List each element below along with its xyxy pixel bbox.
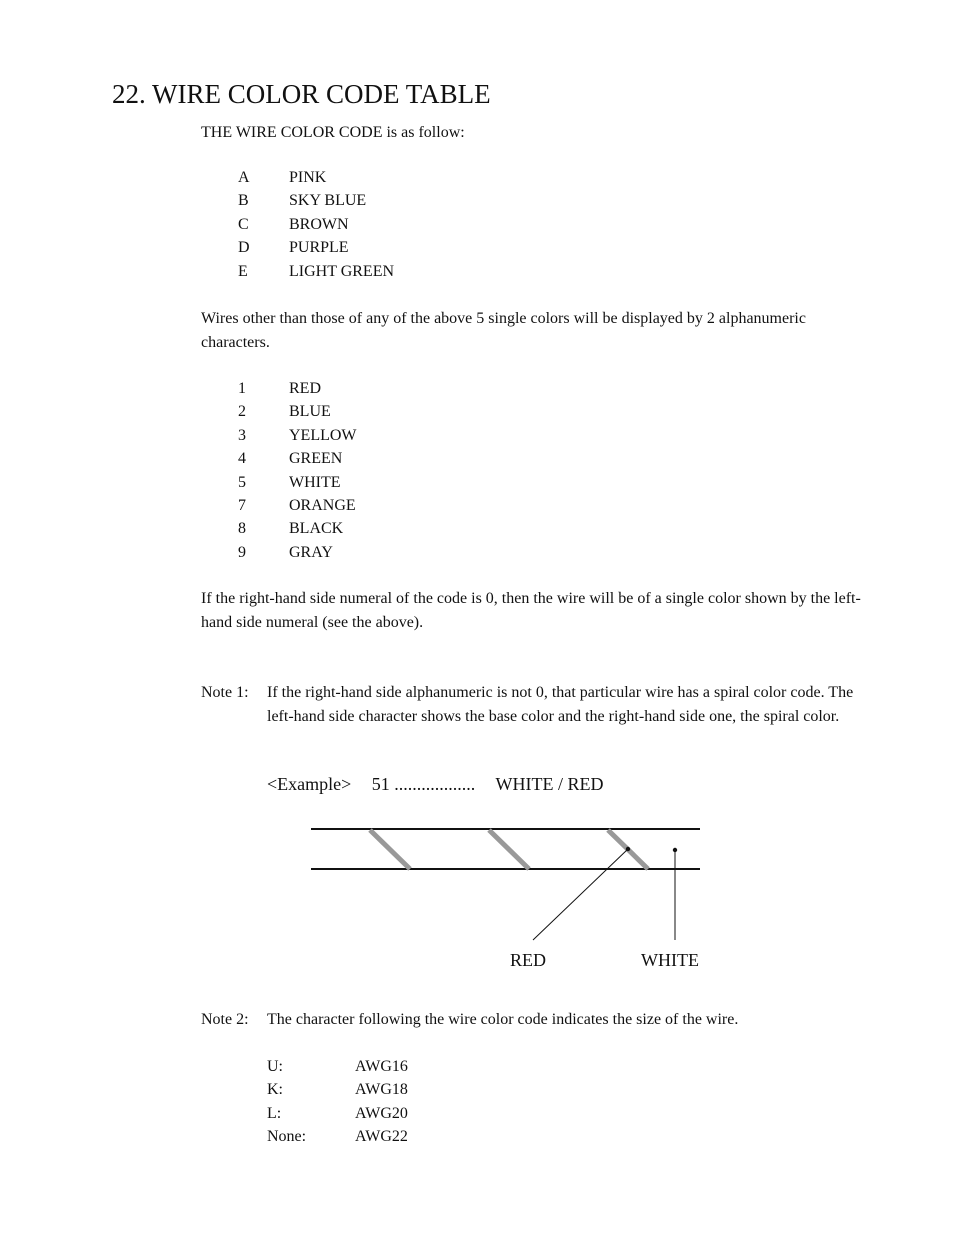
color-name: PINK [289, 169, 327, 186]
list-item [267, 1125, 408, 1148]
list-item [267, 1055, 408, 1078]
color-name: LIGHT GREEN [289, 262, 395, 280]
intro-text: THE WIRE COLOR CODE is as follow: [201, 124, 465, 141]
size-code: U: [267, 1058, 283, 1075]
size-value: AWG22 [355, 1128, 408, 1146]
example-code: 51 .................. [371, 774, 476, 794]
color-code: E [238, 262, 248, 280]
color-name: RED [289, 380, 321, 397]
list-item [267, 1078, 408, 1101]
spiral-stripe [489, 830, 529, 869]
page-title: 22. WIRE COLOR CODE TABLE [112, 79, 491, 109]
color-name: GREEN [289, 450, 343, 468]
spiral-color-label: RED [510, 950, 546, 970]
color-name: WHITE [289, 473, 341, 491]
color-code: B [238, 192, 249, 210]
color-code: 8 [238, 520, 246, 538]
size-value: AWG16 [355, 1058, 408, 1075]
color-name: ORANGE [289, 496, 356, 514]
base-color-label: WHITE [641, 950, 699, 970]
size-code: None: [267, 1128, 307, 1146]
color-name: PURPLE [289, 239, 349, 257]
color-name: BROWN [289, 215, 349, 233]
zero-rule-paragraph: If the right-hand side numeral of the code is 0, then the wire will be of a single color shown by the left-hand side numeral (see the above). [201, 590, 861, 631]
note1-text: If the right-hand side alphanumeric is not 0, that particular wire has a spiral color code. The left-hand side character shows the base color and the right-hand side one, the spiral color. [267, 684, 854, 725]
other-colors-paragraph: Wires other than those of any of the above 5 single colors will be displayed by 2 alphanumeric characters. [201, 310, 806, 351]
color-name: YELLOW [289, 426, 357, 444]
size-code: L: [267, 1104, 282, 1122]
color-code: 5 [238, 473, 246, 491]
color-code: D [238, 239, 250, 257]
color-name: BLACK [289, 520, 344, 538]
color-code: 4 [238, 450, 246, 468]
note2-label: Note 2: [201, 1011, 249, 1028]
color-code: A [238, 169, 250, 186]
note1-label: Note 1: [201, 684, 249, 701]
color-name: GRAY [289, 543, 333, 561]
wire-size-list [267, 1055, 408, 1149]
example-label: <Example> [267, 774, 352, 794]
color-code: C [238, 215, 249, 233]
color-name: BLUE [289, 403, 331, 421]
note2-text: The character following the wire color code indicates the size of the wire. [267, 1011, 739, 1028]
color-code: 3 [238, 426, 246, 444]
color-code: 9 [238, 543, 246, 561]
color-code: 1 [238, 380, 246, 397]
list-item [267, 1102, 408, 1125]
size-value: AWG18 [355, 1081, 408, 1099]
spiral-pointer-line [533, 849, 628, 940]
spiral-stripe [370, 830, 410, 869]
color-code: 2 [238, 403, 246, 421]
color-name: SKY BLUE [289, 192, 367, 210]
color-code: 7 [238, 496, 246, 514]
example-meaning: WHITE / RED [495, 774, 604, 794]
size-code: K: [267, 1081, 283, 1099]
size-value: AWG20 [355, 1104, 408, 1122]
